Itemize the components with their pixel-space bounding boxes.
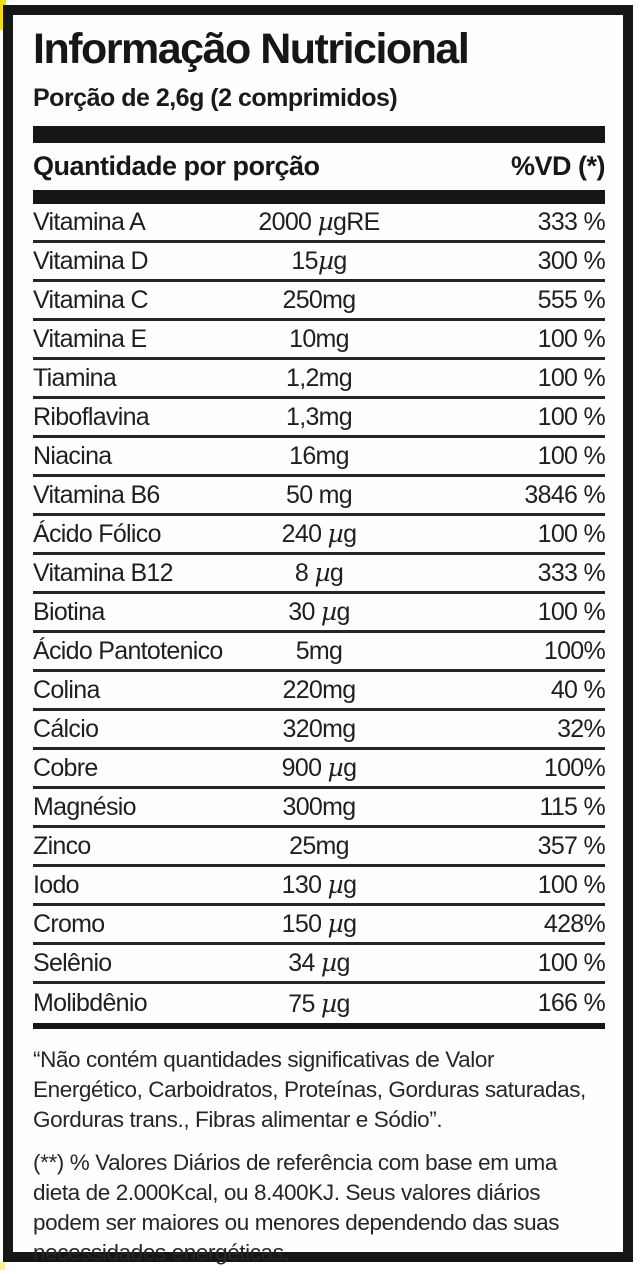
table-row bbox=[33, 711, 605, 750]
nutrient-daily-value: 428% bbox=[543, 909, 605, 938]
separator-bar-top bbox=[33, 126, 605, 143]
nutrient-name: Vitamina B6 bbox=[33, 480, 160, 509]
nutrient-name: Niacina bbox=[33, 441, 112, 470]
nutrient-daily-value: 100 % bbox=[537, 402, 605, 431]
nutrient-name: Vitamina E bbox=[33, 324, 147, 353]
table-row bbox=[33, 243, 605, 282]
nutrient-daily-value: 100 % bbox=[537, 363, 605, 392]
table-header bbox=[33, 143, 605, 190]
nutrient-amount: 2000 µgRE bbox=[258, 207, 380, 237]
header-daily-value: %VD (*) bbox=[510, 151, 605, 182]
nutrient-amount: 320mg bbox=[282, 714, 356, 743]
nutrient-amount: 130 µg bbox=[281, 870, 357, 900]
table-row bbox=[33, 672, 605, 711]
header-quantity: Quantidade por porção bbox=[33, 151, 320, 182]
micro-sign: µ bbox=[320, 988, 337, 1018]
nutrient-daily-value: 100 % bbox=[537, 870, 605, 899]
nutrient-name: Vitamina B12 bbox=[33, 558, 173, 587]
table-row bbox=[33, 282, 605, 321]
nutrient-name: Tiamina bbox=[33, 363, 117, 392]
separator-bar-bottom bbox=[33, 1023, 605, 1029]
separator-bar-header bbox=[33, 190, 605, 204]
nutrient-amount: 8 µg bbox=[294, 558, 344, 588]
nutrient-name: Biotina bbox=[33, 597, 105, 626]
table-row bbox=[33, 594, 605, 633]
nutrient-daily-value: 100 % bbox=[537, 324, 605, 353]
nutrient-amount: 220mg bbox=[282, 675, 356, 704]
nutrient-daily-value: 100 % bbox=[537, 519, 605, 548]
micro-sign: µ bbox=[320, 948, 337, 978]
nutrient-name: Cobre bbox=[33, 753, 98, 782]
nutrient-name: Magnésio bbox=[33, 792, 136, 821]
nutrient-daily-value: 357 % bbox=[537, 831, 605, 860]
serving-size: Porção de 2,6g (2 comprimidos) bbox=[33, 84, 398, 113]
background-yellow-sliver-bottom bbox=[0, 1262, 5, 1270]
table-row bbox=[33, 555, 605, 594]
table-row bbox=[33, 984, 605, 1023]
nutrient-amount: 10mg bbox=[289, 324, 349, 353]
table-row bbox=[33, 633, 605, 672]
nutrient-name: Cálcio bbox=[33, 714, 99, 743]
nutrient-amount: 25mg bbox=[289, 831, 349, 860]
nutrient-amount: 5mg bbox=[295, 636, 343, 665]
nutrient-amount: 250mg bbox=[282, 285, 356, 314]
nutrition-label bbox=[3, 5, 633, 1266]
nutrient-name: Colina bbox=[33, 675, 100, 704]
nutrient-amount: 16mg bbox=[289, 441, 349, 470]
nutrient-name: Vitamina D bbox=[33, 246, 148, 275]
nutrient-amount: 1,2mg bbox=[286, 363, 352, 392]
nutrient-daily-value: 100 % bbox=[537, 597, 605, 626]
nutrient-name: Molibdênio bbox=[33, 989, 147, 1018]
nutrient-amount: 15µg bbox=[291, 246, 347, 276]
nutrient-amount: 75 µg bbox=[288, 988, 350, 1018]
nutrient-daily-value: 333 % bbox=[537, 207, 605, 236]
nutrient-daily-value: 300 % bbox=[537, 246, 605, 275]
nutrient-name: Cromo bbox=[33, 909, 105, 938]
nutrient-name: Ácido Pantotenico bbox=[33, 636, 223, 665]
nutrient-table bbox=[33, 204, 605, 1023]
footnote-daily-values-reference: (**) % Valores Diários de referência com base em uma dieta de 2.000Kcal, ou 8.400KJ. Seus valores diários podem ser maiores ou menores dependendo das suas necessidades energéticas. bbox=[33, 1150, 560, 1266]
nutrient-name: Riboflavina bbox=[33, 402, 149, 431]
nutrient-name: Ácido Fólico bbox=[33, 519, 161, 548]
nutrient-daily-value: 100 % bbox=[537, 948, 605, 977]
table-row bbox=[33, 360, 605, 399]
nutrient-name: Iodo bbox=[33, 870, 79, 899]
nutrient-amount: 50 mg bbox=[286, 480, 352, 509]
nutrient-name: Vitamina C bbox=[33, 285, 148, 314]
table-row bbox=[33, 906, 605, 945]
micro-sign: µ bbox=[327, 870, 344, 900]
nutrient-daily-value: 333 % bbox=[537, 558, 605, 587]
nutrient-daily-value: 40 % bbox=[550, 675, 605, 704]
table-row bbox=[33, 321, 605, 360]
nutrient-daily-value: 3846 % bbox=[524, 480, 605, 509]
micro-sign: µ bbox=[317, 246, 334, 276]
table-row bbox=[33, 399, 605, 438]
micro-sign: µ bbox=[327, 519, 344, 549]
nutrient-amount: 240 µg bbox=[281, 519, 357, 549]
nutrient-daily-value: 115 % bbox=[539, 792, 605, 821]
nutrient-amount: 300mg bbox=[282, 792, 356, 821]
footnote-no-significant-amounts: “Não contém quantidades significativas de Valor Energético, Carboidratos, Proteínas, Gorduras saturadas, Gorduras trans., Fibras alimentar e Sódio”. bbox=[33, 1047, 586, 1133]
nutrient-amount: 150 µg bbox=[281, 909, 357, 939]
nutrient-daily-value: 100% bbox=[543, 753, 605, 782]
nutrient-daily-value: 100% bbox=[543, 636, 605, 665]
micro-sign: µ bbox=[327, 753, 344, 783]
table-row bbox=[33, 750, 605, 789]
micro-sign: µ bbox=[320, 597, 337, 627]
micro-sign: µ bbox=[327, 909, 344, 939]
nutrient-amount: 1,3mg bbox=[286, 402, 352, 431]
nutrient-daily-value: 555 % bbox=[537, 285, 605, 314]
table-row bbox=[33, 477, 605, 516]
nutrient-daily-value: 32% bbox=[557, 714, 605, 743]
nutrient-name: Selênio bbox=[33, 948, 112, 977]
nutrient-amount: 30 µg bbox=[288, 597, 350, 627]
table-row bbox=[33, 516, 605, 555]
nutrient-amount: 34 µg bbox=[288, 948, 350, 978]
nutrient-daily-value: 166 % bbox=[537, 989, 605, 1018]
micro-sign: µ bbox=[314, 558, 330, 588]
table-row bbox=[33, 945, 605, 984]
table-row bbox=[33, 867, 605, 906]
table-row bbox=[33, 204, 605, 243]
nutrient-name: Zinco bbox=[33, 831, 91, 860]
label-title: Informação Nutricional bbox=[33, 25, 469, 73]
table-row bbox=[33, 789, 605, 828]
table-row bbox=[33, 438, 605, 477]
table-row bbox=[33, 828, 605, 867]
label-content bbox=[13, 15, 623, 1268]
micro-sign: µ bbox=[317, 207, 334, 237]
nutrient-name: Vitamina A bbox=[33, 207, 146, 236]
nutrient-amount: 900 µg bbox=[281, 753, 357, 783]
nutrient-daily-value: 100 % bbox=[537, 441, 605, 470]
